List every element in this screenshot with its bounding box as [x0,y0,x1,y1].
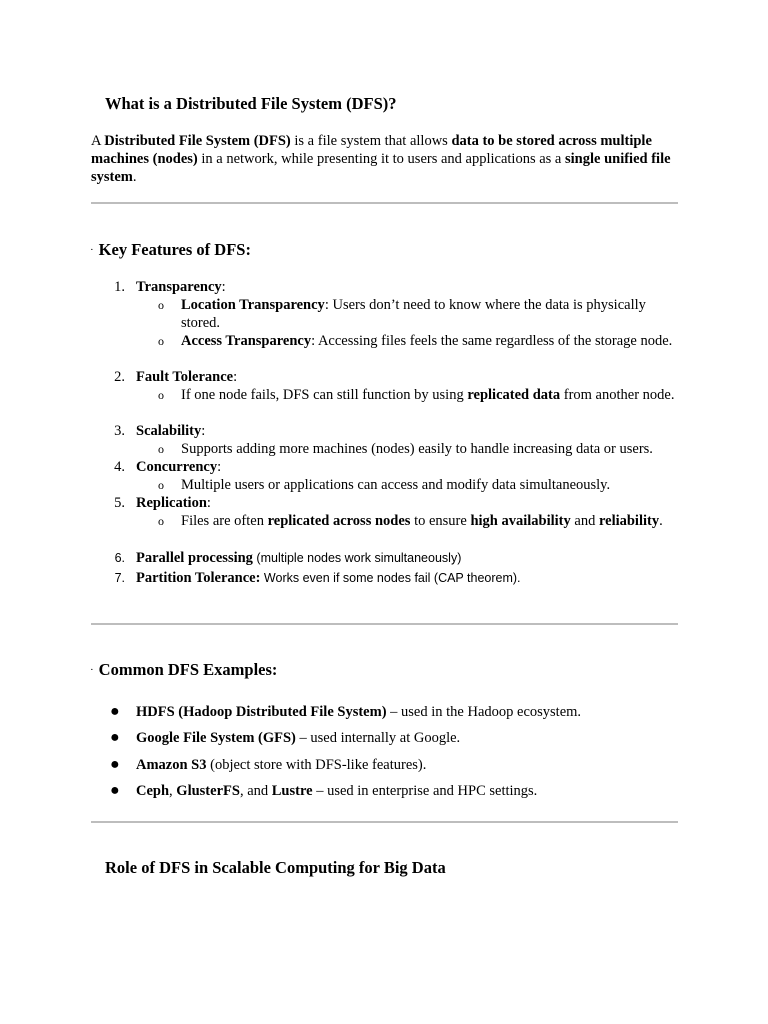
item-text [136,549,461,567]
item-text [136,368,237,386]
sub-item-plain: . [659,513,663,529]
sub-item-text: Multiple users or applications can access and modify data simultaneously. [181,477,611,493]
sub-item-text [181,332,676,350]
item-text [136,278,226,296]
item-number: 3. [114,423,125,439]
item-text [136,422,205,440]
item-label: Parallel processing [136,550,253,566]
intro-bold: Distributed File System (DFS) [104,133,291,149]
bullet-dot: · [90,244,94,256]
sub-item-plain: to ensure [410,513,471,529]
bullet-dot: · [90,664,94,676]
sub-item-plain: Files are often [181,513,268,529]
item-label: Concurrency [136,459,218,475]
intro-text: in a network, while presenting it to users and applications as a [197,151,565,167]
sub-item-text: Supports adding more machines (nodes) easily to handle increasing data or users. [181,441,653,457]
horizontal-rule [91,202,678,204]
sub-item-plain: : Accessing files feels the same regardless of the storage node. [311,333,673,349]
sub-item-bold: Access Transparency [181,333,312,349]
example-text [136,729,460,747]
sub-item-bold: replicated across nodes [267,513,411,529]
sub-marker: o [158,442,164,456]
sub-item-bold: reliability [598,513,660,529]
example-plain: (object store with DFS-like features). [206,757,427,773]
sub-marker: o [158,334,164,348]
item-colon: : [233,369,238,385]
example-bold: Google File System (GFS) [136,730,296,746]
section-title: Role of DFS in Scalable Computing for Big Data [105,858,446,877]
example-plain: – used in the Hadoop ecosystem. [386,704,582,720]
example-bold: Lustre [271,783,313,799]
sub-marker: o [158,298,164,312]
example-plain: – used internally at Google. [295,730,461,746]
bullet-marker: ● [110,782,120,799]
item-colon: : [221,279,226,295]
item-rest: Works even if some nodes fail (CAP theorem). [260,571,521,585]
intro-text: . [132,169,137,185]
item-colon: : [217,459,222,475]
bullet-marker: ● [110,756,120,773]
sub-marker: o [158,388,164,402]
example-bold: Ceph [136,783,170,799]
item-number: 1. [114,279,125,295]
sub-item-text [181,512,676,530]
item-number: 4. [114,459,125,475]
example-bold: GlusterFS [176,783,240,799]
sub-item-plain: : Users don’t need to know where the data is physically stored. [181,297,646,331]
item-label: Partition Tolerance: [136,570,261,586]
item-label: Fault Tolerance [136,369,234,385]
example-plain: – used in enterprise and HPC settings. [312,783,538,799]
item-rest: (multiple nodes work simultaneously) [252,551,462,565]
sub-item-plain: from another node. [560,387,675,403]
features-heading-text: Key Features of DFS: [98,240,251,259]
intro-text: A [91,133,105,149]
page-title: What is a Distributed File System (DFS)? [105,94,397,113]
item-number: 7. [114,571,125,585]
example-text [136,703,581,721]
item-text [136,458,221,476]
sub-item-plain: and [570,513,599,529]
example-text [136,756,426,774]
item-label: Scalability [136,423,202,439]
intro-bold: single unified file system [91,151,671,185]
horizontal-rule [91,821,678,823]
item-label: Replication [136,495,207,511]
bullet-marker: ● [110,703,120,720]
examples-heading-text: Common DFS Examples: [98,660,278,679]
sub-item-bold: high availability [470,513,571,529]
sub-marker: o [158,478,164,492]
item-colon: : [201,423,206,439]
features-heading [90,240,251,262]
example-bold: Amazon S3 [136,757,207,773]
sub-item-bold: replicated data [467,387,561,403]
item-number: 5. [114,495,125,511]
example-text [136,782,537,800]
item-text [136,569,521,587]
sub-item-text [181,386,676,404]
example-plain: , and [239,783,272,799]
sub-item-plain: If one node fails, DFS can still function by using [181,387,468,403]
intro-paragraph [91,132,681,186]
horizontal-rule [91,623,678,625]
intro-text: is a file system that allows [290,133,452,149]
sub-item-bold: Location Transparency [181,297,325,313]
bullet-marker: ● [110,729,120,746]
item-text [136,494,211,512]
intro-bold: data to be stored across multiple machines (nodes) [91,133,652,167]
item-number: 2. [114,369,125,385]
sub-marker: o [158,514,164,528]
examples-heading [90,660,277,682]
item-number: 6. [114,551,125,565]
example-plain: , [169,783,177,799]
example-bold: HDFS (Hadoop Distributed File System) [136,704,387,720]
item-colon: : [206,495,211,511]
item-label: Transparency [136,279,222,295]
sub-item-text [181,296,676,332]
